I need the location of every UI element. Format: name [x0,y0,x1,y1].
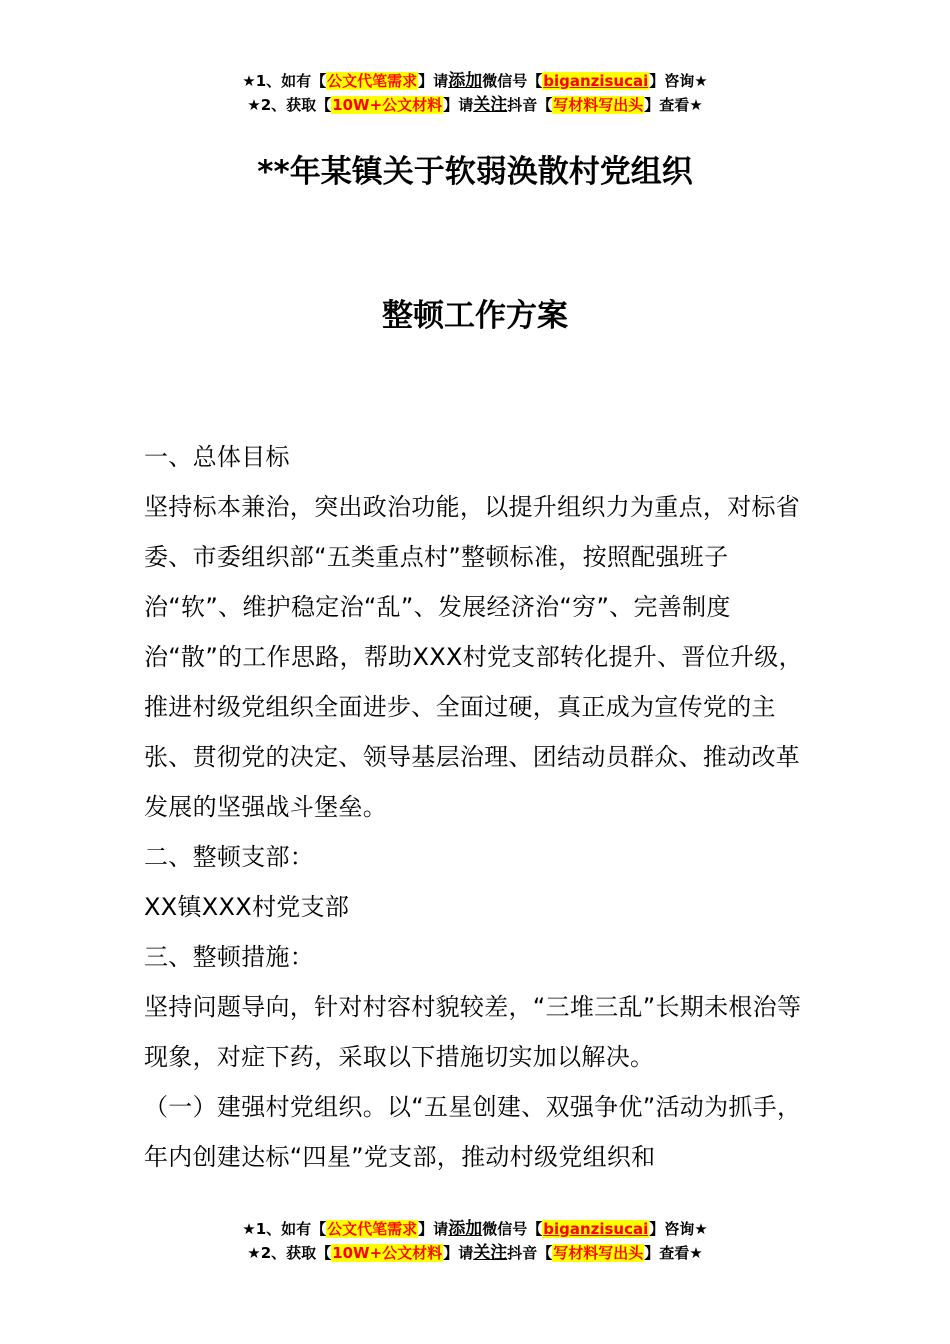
footer-promo-line-2 [0,1242,950,1264]
promo-text: 抖音【 [507,96,553,114]
promo-emphasis: 添加 [448,1219,483,1239]
promo-text: 】请 [418,72,449,90]
promo-prefix: ★1、如有【 [242,72,327,90]
section-heading-measures: 三、整顿措施： [144,943,315,971]
promo-prefix: ★1、如有【 [242,1220,327,1238]
document-body [144,432,809,1182]
promo-text: 】请 [418,1220,449,1238]
document-title-line-2: 整顿工作方案 [382,298,568,334]
promo-text: 抖音【 [507,1244,553,1262]
promo-text: 】请 [443,1244,474,1262]
promo-highlight-service: 公文代笔需求 [327,1220,418,1238]
body-paragraph: （一）建强村党组织。以“五星创建、双强争优”活动为抓手，年内创建达标“四星”党支部，推动村级党组织和 [144,1093,802,1171]
promo-prefix: ★2、获取【 [247,96,332,114]
promo-douyin-account: 写材料写出头 [553,1244,644,1262]
section-heading-branch: 二、整顿支部： [144,843,315,871]
promo-text: 】请 [443,96,474,114]
promo-wechat-id[interactable]: biganzisucai [543,1220,649,1238]
body-paragraph: XX镇XXX村党支部 [144,893,350,921]
section-heading-goal: 一、总体目标 [144,443,290,471]
promo-emphasis: 关注 [473,95,508,115]
promo-highlight-service: 公文代笔需求 [327,72,418,90]
promo-prefix: ★2、获取【 [247,1244,332,1262]
promo-text: 微信号【 [482,1220,543,1238]
body-paragraph: 坚持问题导向，针对村容村貌较差，“三堆三乱”长期未根治等现象，对症下药，采取以下措施切实加以解决。 [144,993,802,1071]
promo-text: 微信号【 [482,72,543,90]
header-promo-line-2 [0,94,950,116]
promo-highlight-materials: 10W+公文材料 [332,96,443,114]
document-title-line-1: **年某镇关于软弱涣散村党组织 [257,154,693,190]
promo-wechat-id[interactable]: biganzisucai [543,72,649,90]
footer-promo-line-1 [0,1218,950,1240]
promo-suffix: 】咨询★ [649,1220,708,1238]
header-promo-line-1 [0,70,950,92]
promo-suffix: 】咨询★ [649,72,708,90]
promo-emphasis: 关注 [473,1243,508,1263]
body-paragraph: 坚持标本兼治，突出政治功能，以提升组织力为重点，对标省委、市委组织部“五类重点村”整顿标准，按照配强班子治“软”、维护稳定治“乱”、发展经济治“穷”、完善制度治“散”的工作思路，帮助XXX村党支部转化提升、晋位升级，推进村级党组织全面进步、全面过硬，真正成为宣传党的主张、贯彻党的决定、领导基层治理、团结动员群众、推动改革发展的坚强战斗堡垒。 [144,493,803,821]
promo-emphasis: 添加 [448,71,483,91]
promo-highlight-materials: 10W+公文材料 [332,1244,443,1262]
promo-suffix: 】查看★ [644,1244,703,1262]
promo-suffix: 】查看★ [644,96,703,114]
promo-douyin-account: 写材料写出头 [553,96,644,114]
